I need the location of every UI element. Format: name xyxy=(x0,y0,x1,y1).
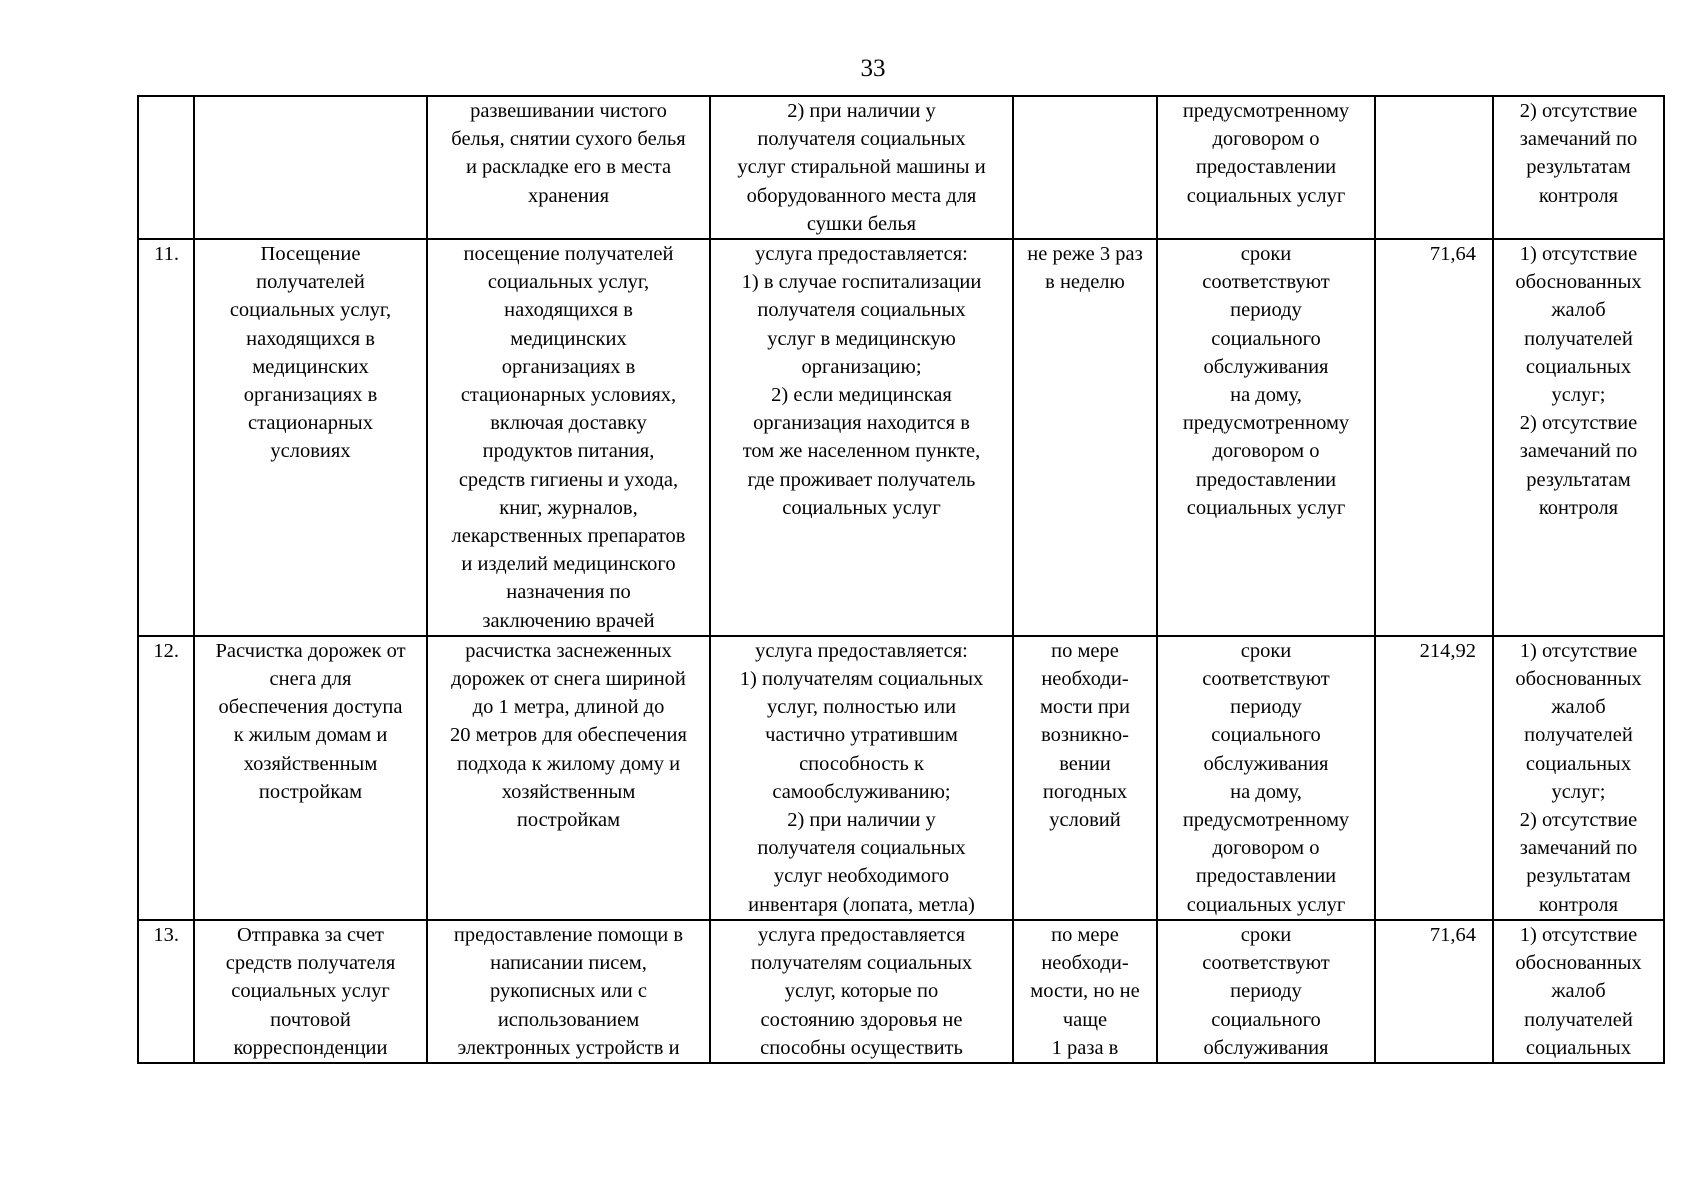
service-terms-cell: сроки соответствуют периоду социального обслуживания xyxy=(1157,920,1375,1063)
page-number: 33 xyxy=(860,55,886,82)
table-row xyxy=(138,96,1664,239)
service-name-cell xyxy=(194,96,427,239)
table-row xyxy=(138,239,1664,636)
service-quality-cell: 1) отсутствие обоснованных жалоб получателей социальных услуг; 2) отсутствие замечаний по результатам контроля xyxy=(1493,239,1664,636)
service-name-cell: Отправка за счет средств получателя социальных услуг почтовой корреспонденции xyxy=(194,920,427,1063)
service-price-cell xyxy=(1375,96,1493,239)
service-quality-cell: 1) отсутствие обоснованных жалоб получателей социальных xyxy=(1493,920,1664,1063)
service-content-cell: расчистка заснеженных дорожек от снега шириной до 1 метра, длиной до 20 метров для обеспечения подхода к жилому дому и хозяйственным постройкам xyxy=(427,636,710,920)
service-content-cell: развешивании чистого белья, снятии сухого белья и раскладке его в места хранения xyxy=(427,96,710,239)
service-conditions-cell: услуга предоставляется получателям социальных услуг, которые по состоянию здоровья не способны осуществить xyxy=(710,920,1013,1063)
service-conditions-cell: услуга предоставляется: 1) получателям социальных услуг, полностью или частично утратившим способность к самообслуживанию; 2) при наличии у получателя социальных услуг необходимого инвентаря (лопата, метла) xyxy=(710,636,1013,920)
service-name-cell: Расчистка дорожек от снега для обеспечения доступа к жилым домам и хозяйственным постройкам xyxy=(194,636,427,920)
row-number-cell xyxy=(138,96,194,239)
service-frequency-cell: по мере необходи- мости при возникно- вении погодных условий xyxy=(1013,636,1157,920)
service-content-cell: предоставление помощи в написании писем, рукописных или с использованием электронных устройств и xyxy=(427,920,710,1063)
service-conditions-cell: 2) при наличии у получателя социальных услуг стиральной машины и оборудованного места для сушки белья xyxy=(710,96,1013,239)
row-number-cell: 12. xyxy=(138,636,194,920)
service-price-cell: 71,64 xyxy=(1375,920,1493,1063)
services-table xyxy=(137,95,1665,1064)
service-price-cell: 214,92 xyxy=(1375,636,1493,920)
service-name-cell: Посещение получателей социальных услуг, находящихся в медицинских организациях в стационарных условиях xyxy=(194,239,427,636)
service-terms-cell: сроки соответствуют периоду социального обслуживания на дому, предусмотренному договором о предоставлении социальных услуг xyxy=(1157,636,1375,920)
row-number-cell: 13. xyxy=(138,920,194,1063)
table-row xyxy=(138,636,1664,920)
service-content-cell: посещение получателей социальных услуг, находящихся в медицинских организациях в стационарных условиях, включая доставку продуктов питания, средств гигиены и ухода, книг, журналов, лекарственных препаратов и изделий медицинского назначения по заключению врачей xyxy=(427,239,710,636)
service-frequency-cell: по мере необходи- мости, но не чаще 1 раза в xyxy=(1013,920,1157,1063)
service-terms-cell: предусмотренному договором о предоставлении социальных услуг xyxy=(1157,96,1375,239)
row-number-cell: 11. xyxy=(138,239,194,636)
service-quality-cell: 2) отсутствие замечаний по результатам контроля xyxy=(1493,96,1664,239)
service-frequency-cell: не реже 3 раз в неделю xyxy=(1013,239,1157,636)
service-terms-cell: сроки соответствуют периоду социального обслуживания на дому, предусмотренному договором о предоставлении социальных услуг xyxy=(1157,239,1375,636)
service-frequency-cell xyxy=(1013,96,1157,239)
table-row xyxy=(138,920,1664,1063)
service-quality-cell: 1) отсутствие обоснованных жалоб получателей социальных услуг; 2) отсутствие замечаний по результатам контроля xyxy=(1493,636,1664,920)
service-price-cell: 71,64 xyxy=(1375,239,1493,636)
service-conditions-cell: услуга предоставляется: 1) в случае госпитализации получателя социальных услуг в медицинскую организацию; 2) если медицинская организация находится в том же населенном пункте, где проживает получатель социальных услуг xyxy=(710,239,1013,636)
